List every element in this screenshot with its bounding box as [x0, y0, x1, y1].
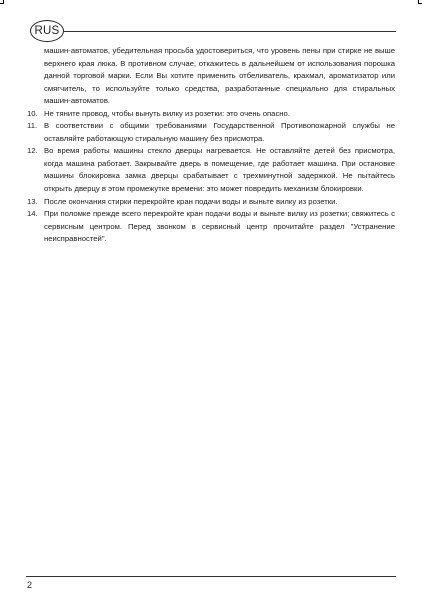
item-text: После окончания стирки перекройте кран подачи воды и выньте вилку из розетки. [44, 196, 338, 206]
footer-rule [26, 576, 396, 577]
list-item [27, 145, 395, 195]
item-text: Не тяните провод, чтобы вынуть вилку из розетки: это очень опасно. [44, 108, 290, 118]
item-number: 11. [27, 121, 38, 131]
list-item [27, 120, 395, 145]
item-text: Во время работы машины стекло дверцы нагревается. Не оставляйте детей без присмотра, когда машина работает. Закрывайте дверь в помещение, где работает машина. При остановке машины блокировка замка дверцы срабатывает с трехминутной задержкой. Не пытайтесь открыть дверцу в этом промежутке времени: это может повредить механизм блокировки. [44, 146, 395, 194]
page-number: 2 [27, 580, 33, 590]
item-number: 10. [27, 108, 38, 118]
item-number: 12. [27, 146, 38, 156]
list-item [27, 196, 395, 209]
item-text: При поломке прежде всего перекройте кран подачи воды и выньте вилку из розетки; свяжитесь с сервисным центром. Перед звонком в сервисный центр прочитайте раздел "Устранение неисправностей". [44, 209, 395, 244]
item-number: 13. [27, 196, 38, 206]
header-rule [64, 31, 396, 32]
item-text: В соответствии с общими требованиями Государственной Противопожарной службы не оставляйте работающую стиральную машину без присмотра. [44, 121, 395, 143]
language-badge: RUS [30, 20, 64, 42]
intro-paragraph: машин-автоматов, убедительная просьба удостовериться, что уровень пены при стирке не выше верхнего края люка. В противном случае, откажитесь в дальнейшем от использования порошка данной торговой марки. Если Вы хотите применить отбеливатель, крахмал, ароматизатор или смягчитель, то используйте только средства, разработанные специально для стиральных машин-автоматов. [44, 46, 395, 106]
safety-list [27, 108, 395, 246]
crop-mark [418, 0, 419, 4]
crop-mark [3, 0, 4, 4]
page-content [27, 45, 395, 246]
list-item [27, 208, 395, 246]
list-item [27, 108, 395, 121]
item-number: 14. [27, 209, 38, 219]
